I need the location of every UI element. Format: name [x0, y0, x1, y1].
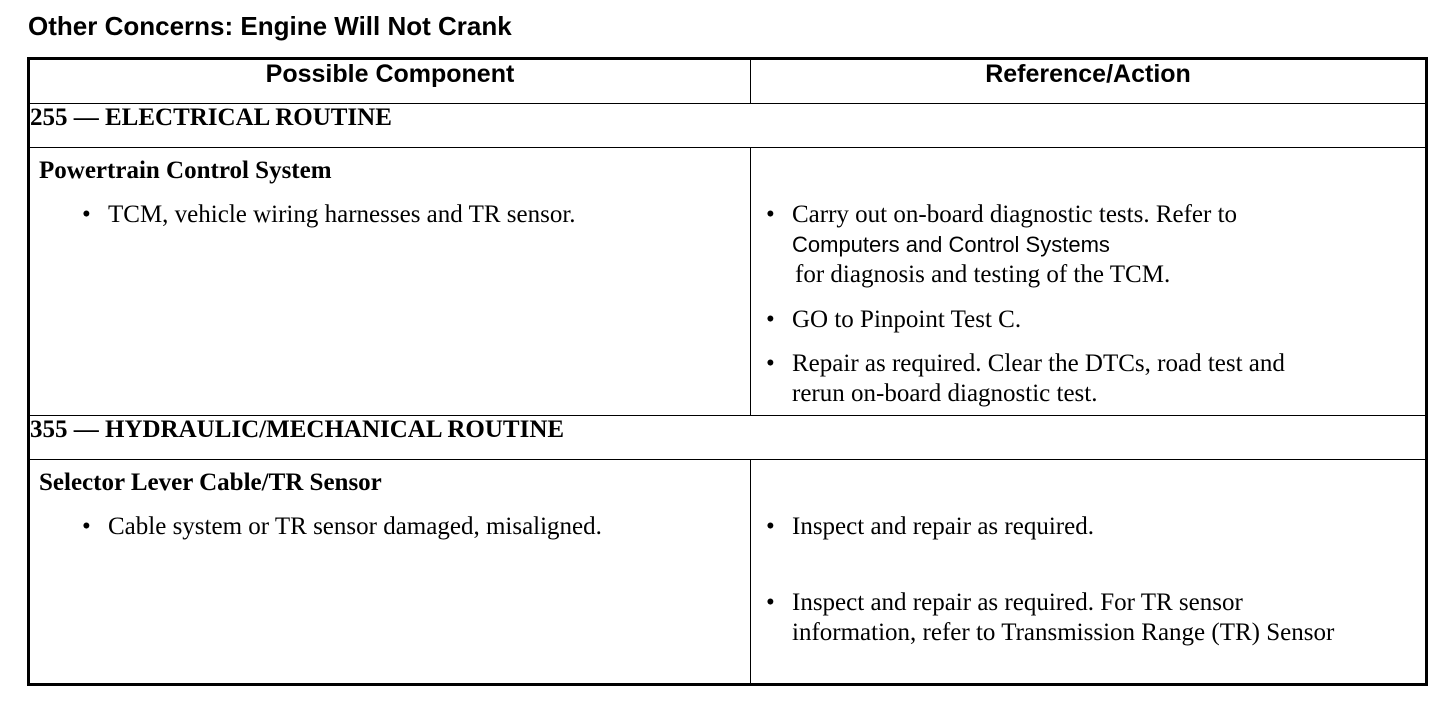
bullet-icon: •	[766, 513, 775, 540]
action-cell	[751, 460, 1427, 685]
component-item	[30, 200, 750, 230]
reference-link[interactable]: Computers and Control Systems	[792, 232, 1110, 257]
action-cell	[751, 148, 1427, 416]
list-item	[766, 200, 1425, 290]
list-item	[766, 305, 1425, 335]
bullet-icon: •	[766, 350, 775, 377]
column-header-possible-component: Possible Component	[29, 59, 751, 104]
component-item-text: Cable system or TR sensor damaged, misaligned.	[108, 513, 602, 540]
action-list	[751, 460, 1425, 654]
component-cell	[29, 148, 751, 416]
action-text: GO to Pinpoint Test C.	[792, 306, 1022, 333]
table-row	[29, 148, 1427, 416]
action-text: Inspect and repair as required.	[792, 513, 1094, 540]
section-row	[29, 104, 1427, 148]
action-text: Repair as required. Clear the DTCs, road test and	[792, 350, 1285, 377]
header-row	[29, 59, 1427, 104]
reference-link[interactable]: information, refer to Transmission Range (TR) Sensor	[792, 619, 1335, 646]
action-text: Inspect and repair as required. For TR sensor	[792, 589, 1243, 616]
component-item	[30, 512, 750, 542]
list-item	[766, 588, 1425, 648]
action-text: rerun on-board diagnostic test.	[792, 380, 1098, 407]
bullet-icon: •	[82, 201, 91, 228]
component-cell	[29, 460, 751, 685]
section-row	[29, 416, 1427, 460]
component-name: Powertrain Control System	[39, 157, 332, 184]
page-title: Other Concerns: Engine Will Not Crank	[28, 11, 512, 41]
action-text: Carry out on-board diagnostic tests. Refer to	[792, 201, 1238, 228]
component-name: Selector Lever Cable/TR Sensor	[39, 469, 382, 496]
table-row	[29, 460, 1427, 685]
action-list	[751, 148, 1425, 415]
list-item	[766, 349, 1425, 409]
bullet-icon: •	[82, 513, 91, 540]
bullet-icon: •	[766, 589, 775, 616]
bullet-icon: •	[766, 306, 775, 333]
column-header-reference-action: Reference/Action	[751, 59, 1427, 104]
component-item-text: TCM, vehicle wiring harnesses and TR sensor.	[108, 201, 576, 228]
section-heading-hydraulic: 355 — HYDRAULIC/MECHANICAL ROUTINE	[29, 416, 1427, 460]
section-heading-electrical: 255 — ELECTRICAL ROUTINE	[29, 104, 1427, 148]
list-item	[766, 512, 1425, 542]
concerns-table	[27, 57, 1428, 686]
bullet-icon: •	[766, 201, 775, 228]
action-text: for diagnosis and testing of the TCM.	[795, 261, 1171, 288]
